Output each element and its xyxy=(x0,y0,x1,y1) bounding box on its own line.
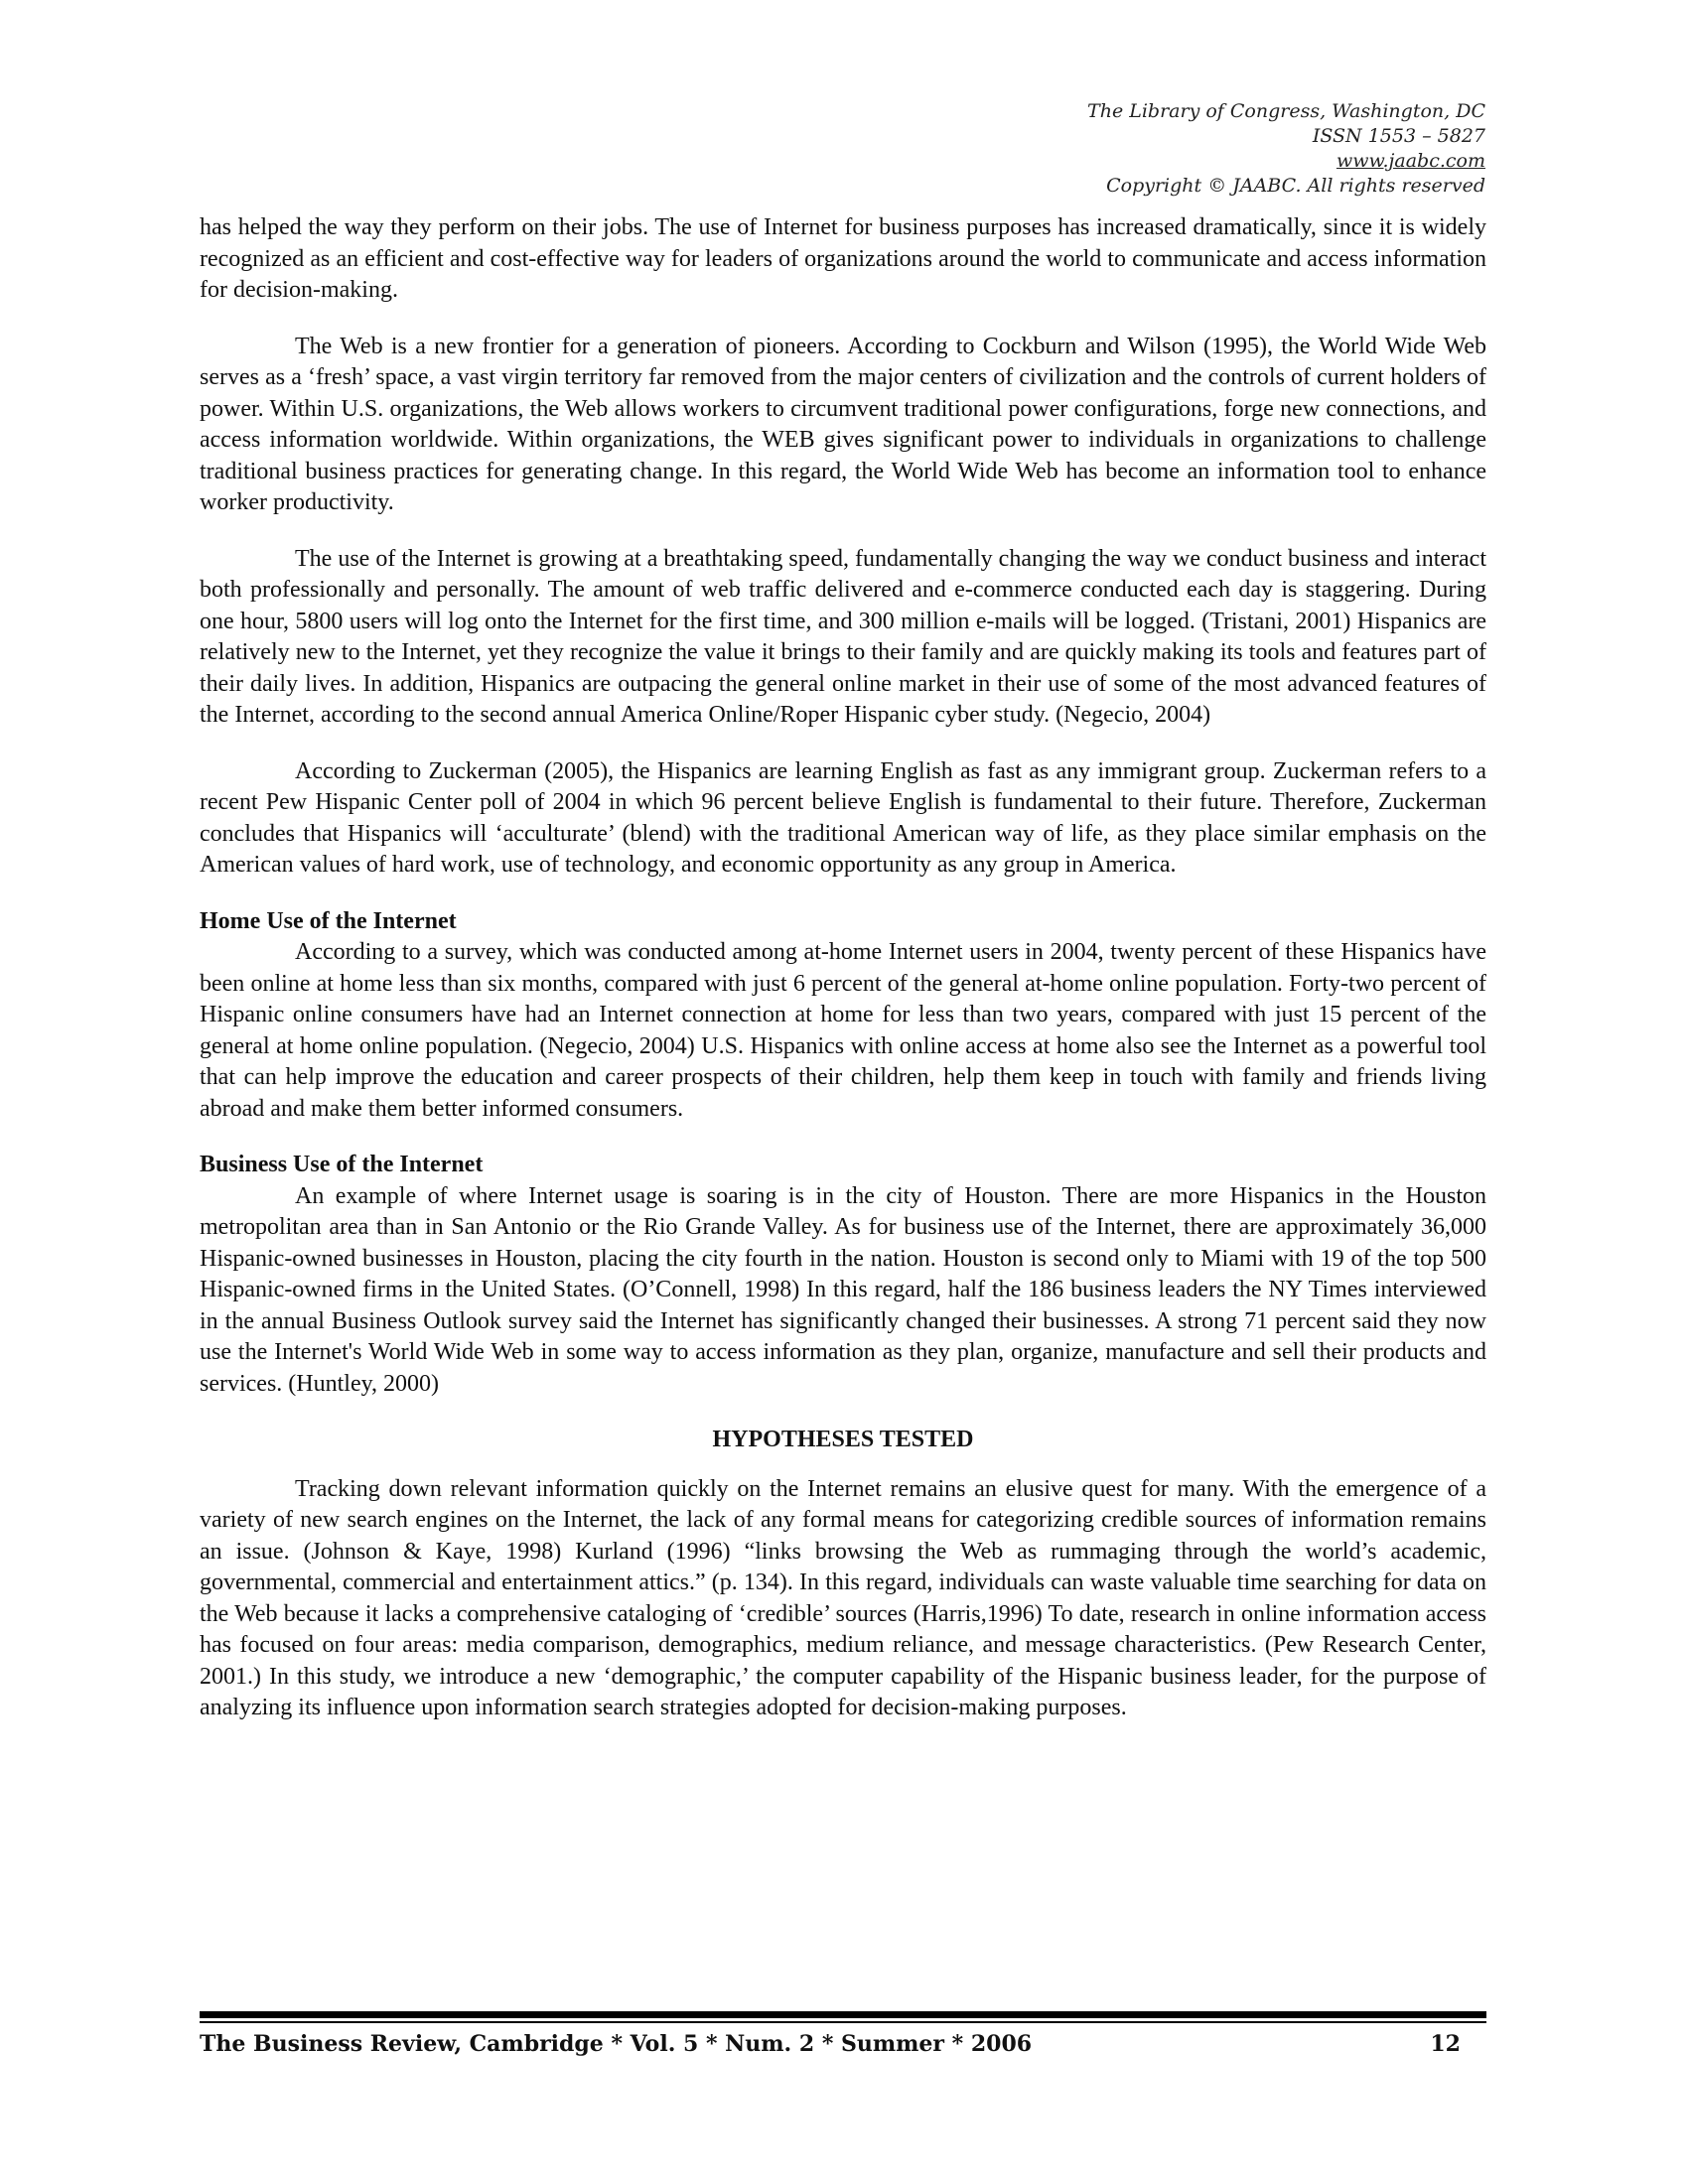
footer-journal-info: The Business Review, Cambridge * Vol. 5 * Num. 2 * Summer * 2006 xyxy=(200,2031,1033,2057)
article-body xyxy=(200,212,1486,1749)
paragraph-web-frontier: The Web is a new frontier for a generation of pioneers. According to Cockburn and Wilson (1995), the World Wide Web serves as a ‘fresh’ space, a vast virgin territory far removed from the major centers of civilization and the controls of current holders of power. Within U.S. organizations, the Web allows workers to circumvent traditional power configurations, forge new connections, and access information worldwide. Within organizations, the WEB gives significant power to individuals in organizations to challenge traditional business practices for generating change. In this regard, the World Wide Web has become an information tool to enhance worker productivity. xyxy=(200,333,1486,515)
header-copyright-line: Copyright © JAABC. All rights reserved xyxy=(1106,175,1485,197)
section-heading-home-use: Home Use of the Internet xyxy=(200,907,457,934)
paragraph-business-use: An example of where Internet usage is soaring is in the city of Houston. There are more Hispanics in the Houston metropolitan area than in San Antonio or the Rio Grande Valley. As for business use of the Internet, there are approximately 36,000 Hispanic-owned businesses in Houston, placing the city fourth in the nation. Houston is second only to Miami with 19 of the top 500 Hispanic-owned firms in the United States. (O’Connell, 1998) In this regard, half the 186 business leaders the NY Times interviewed in the annual Business Outlook survey said the Internet has significantly changed their businesses. A strong 71 percent said they now use the Internet's World Wide Web in some way to access information as they plan, organize, manufacture and sell their products and services. (Huntley, 2000) xyxy=(200,1182,1486,1397)
running-header xyxy=(1087,99,1485,199)
paragraph-hypotheses: Tracking down relevant information quickly on the Internet remains an elusive quest for many. With the emergence of a variety of new search engines on the Internet, the lack of any formal means for categorizing credible sources of information remains an issue. (Johnson & Kaye, 1998) Kurland (1996) “links browsing the Web as rummaging through the world’s academic, governmental, commercial and entertainment attics.” (p. 134). In this regard, individuals can waste valuable time searching for data on the Web because it lacks a comprehensive cataloging of ‘credible’ sources (Harris,1996) To date, research in online information access has focused on four areas: media comparison, demographics, medium reliance, and message characteristics. (Pew Research Center, 2001.) In this study, we introduce a new ‘demographic,’ the computer capability of the Hispanic business leader, for the purpose of analyzing its influence upon information search strategies adopted for decision-making purposes. xyxy=(200,1475,1486,1720)
paragraph-home-use: According to a survey, which was conducted among at-home Internet users in 2004, twenty percent of these Hispanics have been online at home less than six months, compared with just 6 percent of the general at-home online population. Forty-two percent of Hispanic online consumers have had an Internet connection at home for less than two years, compared with just 15 percent of the general at home online population. (Negecio, 2004) U.S. Hispanics with online access at home also see the Internet as a powerful tool that can help improve the education and career prospects of their children, help them keep in touch with family and friends living abroad and make them better informed consumers. xyxy=(200,939,1486,1122)
footer-rule-thin xyxy=(200,2021,1486,2023)
header-library-line: The Library of Congress, Washington, DC xyxy=(1087,100,1485,122)
page-number: 12 xyxy=(1430,2031,1461,2057)
paragraph-continuation: has helped the way they perform on their jobs. The use of Internet for business purposes has increased dramatically, since it is widely recognized as an efficient and cost-effective way for leaders of organizations around the world to communicate and access information for decision-making. xyxy=(200,214,1486,303)
header-issn-line: ISSN 1553 – 5827 xyxy=(1312,125,1485,147)
running-footer xyxy=(200,2029,1461,2059)
section-heading-business-use: Business Use of the Internet xyxy=(200,1152,484,1177)
section-heading-hypotheses: HYPOTHESES TESTED xyxy=(712,1427,974,1452)
header-website-link[interactable]: www.jaabc.com xyxy=(1336,150,1485,172)
paragraph-internet-growth: The use of the Internet is growing at a breathtaking speed, fundamentally changing the way we conduct business and interact both professionally and personally. The amount of web traffic delivered and e-commerce conducted each day is staggering. During one hour, 5800 users will log onto the Internet for the first time, and 300 million e-mails will be logged. (Tristani, 2001) Hispanics are relatively new to the Internet, yet they recognize the value it brings to their family and are quickly making its tools and features part of their daily lives. In addition, Hispanics are outpacing the general online market in their use of some of the most advanced features of the Internet, according to the second annual America Online/Roper Hispanic cyber study. (Negecio, 2004) xyxy=(200,545,1486,728)
paragraph-zuckerman: According to Zuckerman (2005), the Hispanics are learning English as fast as any immigrant group. Zuckerman refers to a recent Pew Hispanic Center poll of 2004 in which 96 percent believe English is fundamental to their future. Therefore, Zuckerman concludes that Hispanics will ‘acculturate’ (blend) with the traditional American way of life, as they place similar emphasis on the American values of hard work, use of technology, and economic opportunity as any group in America. xyxy=(200,757,1486,878)
footer-rule-thick xyxy=(200,2011,1486,2018)
